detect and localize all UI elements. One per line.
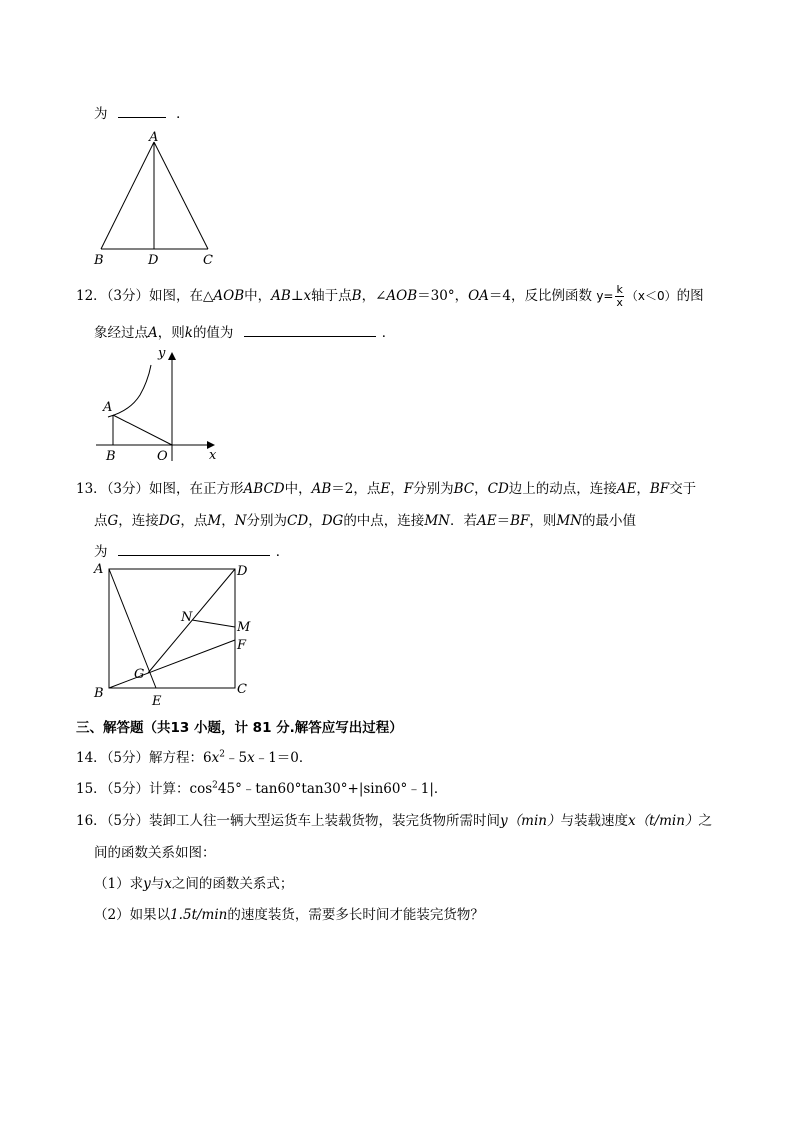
q12-term: k bbox=[184, 325, 193, 341]
label-C: C bbox=[203, 253, 213, 268]
label-y: y bbox=[158, 346, 166, 361]
label-x: x bbox=[209, 448, 217, 463]
q12-text: 中， bbox=[244, 288, 272, 304]
q13-text: 交于 bbox=[669, 481, 697, 497]
q13-line1 bbox=[76, 477, 696, 497]
q13-text: ，连接 bbox=[118, 513, 159, 529]
q13-term: F bbox=[403, 481, 414, 497]
q13-answer-blank bbox=[118, 554, 270, 556]
label-G: G bbox=[134, 667, 145, 682]
label-O: O bbox=[157, 449, 168, 464]
q12-text: 如图，在△ bbox=[149, 288, 214, 304]
q11-answer-blank bbox=[118, 116, 166, 118]
q12-text: 轴于点 bbox=[311, 288, 352, 304]
q16-number: 16． bbox=[76, 813, 107, 829]
square-ABCD bbox=[109, 569, 235, 688]
q12-text: 象经过点 bbox=[94, 325, 148, 341]
q13-term: AE bbox=[616, 481, 637, 497]
label-A: A bbox=[103, 400, 113, 415]
q13-text: ， bbox=[474, 481, 488, 497]
q16-text: （2）如果以 bbox=[94, 907, 171, 923]
q13-text: ＝ bbox=[496, 513, 511, 529]
q11-end: ． bbox=[176, 106, 190, 122]
q15-line bbox=[76, 777, 447, 797]
q12-text: ＝4，反比例函数 bbox=[488, 288, 593, 304]
q13-text: ．若 bbox=[449, 513, 477, 529]
q16-text: 的速度装货，需要多长时间才能装完货物？ bbox=[227, 907, 484, 923]
q13-term: AB bbox=[311, 481, 332, 497]
q14-text: 解方程：6 bbox=[149, 750, 212, 766]
q12-frac-num: k bbox=[616, 283, 623, 296]
q13-term: BC bbox=[453, 481, 475, 497]
q12-term: AB bbox=[271, 288, 291, 304]
q12-hyperbola-figure bbox=[88, 343, 228, 463]
q14-score: （5分） bbox=[106, 750, 150, 766]
label-M: M bbox=[237, 620, 251, 635]
side-AB bbox=[101, 142, 154, 249]
q12-line2 bbox=[94, 321, 395, 341]
q16-text: （1）求 bbox=[94, 876, 144, 892]
q13-text: 边上的动点，连接 bbox=[508, 481, 617, 497]
q12-term: B bbox=[351, 288, 362, 304]
q12-text: ⊥ bbox=[290, 288, 304, 304]
q13-square-figure bbox=[90, 560, 260, 712]
q12-number: 12． bbox=[76, 288, 107, 304]
q13-term: E bbox=[380, 481, 391, 497]
q12-term: OA bbox=[468, 288, 489, 304]
q13-term: MN bbox=[424, 513, 450, 529]
q13-term: ABCD bbox=[243, 481, 285, 497]
label-A: A bbox=[149, 130, 159, 145]
q13-term: N bbox=[234, 513, 247, 529]
q12-text: 的值为 bbox=[192, 325, 234, 341]
label-B: B bbox=[94, 686, 104, 701]
q11-tail-text: 为 bbox=[94, 106, 108, 122]
segment-AO bbox=[113, 415, 172, 445]
label-A: A bbox=[94, 562, 104, 577]
q13-text: 的中点，连接 bbox=[343, 513, 425, 529]
q16-sub1 bbox=[94, 872, 293, 892]
q13-term: G bbox=[107, 513, 119, 529]
segment-BF bbox=[109, 640, 235, 688]
q13-text: 为 bbox=[94, 544, 108, 560]
label-B: B bbox=[106, 449, 116, 464]
q15-text: 45°﹣tan60°tan30°+|sin60°﹣1|． bbox=[217, 781, 448, 797]
section3-title: 三、解答题（共13 小题，计 81 分.解答应写出过程） bbox=[76, 720, 403, 736]
q12-end: ． bbox=[381, 325, 396, 341]
q13-text: ，点 bbox=[180, 513, 208, 529]
q13-text: ， bbox=[221, 513, 235, 529]
q14-number: 14． bbox=[76, 750, 107, 766]
q16-var: x bbox=[164, 876, 172, 892]
q12-term: AOB bbox=[386, 288, 418, 304]
q13-term: CD bbox=[487, 481, 509, 497]
q14-line bbox=[76, 746, 312, 766]
q13-term: BF bbox=[510, 513, 530, 529]
q12-condition: （x＜0） bbox=[625, 289, 677, 303]
q13-number: 13． bbox=[76, 481, 107, 497]
hyperbola-curve bbox=[108, 365, 151, 417]
q13-text: ＝2，点 bbox=[331, 481, 381, 497]
q14-text: ﹣1＝0． bbox=[254, 750, 313, 766]
label-F: F bbox=[237, 638, 247, 653]
q16-score: （5分） bbox=[106, 813, 150, 829]
q13-end: ． bbox=[275, 544, 290, 560]
label-B: B bbox=[94, 253, 104, 268]
q12-func-y: y= bbox=[596, 289, 614, 303]
q12-term: x bbox=[303, 288, 312, 304]
q13-term: BF bbox=[649, 481, 670, 497]
q13-text: ， bbox=[636, 481, 650, 497]
q12-frac-den: x bbox=[616, 296, 623, 309]
q15-number: 15． bbox=[76, 781, 107, 797]
q12-term: A bbox=[148, 325, 158, 341]
q11-triangle-figure bbox=[90, 130, 230, 270]
q14-text: ﹣5 bbox=[224, 750, 248, 766]
q13-text: ， bbox=[308, 513, 322, 529]
q16-text: 之 bbox=[698, 813, 712, 829]
segment-AE bbox=[109, 569, 156, 688]
q12-fraction bbox=[615, 284, 623, 309]
q13-term: DG bbox=[158, 513, 181, 529]
q13-text: 分别为 bbox=[413, 481, 454, 497]
q13-term: M bbox=[207, 513, 222, 529]
q13-text: ， bbox=[390, 481, 404, 497]
q13-line2 bbox=[94, 509, 636, 529]
q16-line2: 间的函数关系如图： bbox=[94, 845, 216, 861]
q12-score: （3分） bbox=[106, 288, 150, 304]
label-C: C bbox=[237, 682, 247, 697]
q16-text: 装卸工人往一辆大型运货车上装载货物，装完货物所需时间 bbox=[149, 813, 501, 829]
q16-speed: 1.5t/min bbox=[170, 907, 228, 923]
q15-score: （5分） bbox=[106, 781, 150, 797]
q14-var: x bbox=[247, 750, 255, 766]
label-E: E bbox=[152, 694, 162, 709]
q16-text: 与装载速度 bbox=[560, 813, 628, 829]
q16-unit: （min） bbox=[507, 813, 561, 829]
q12-line1 bbox=[76, 284, 704, 309]
q13-text: 的最小值 bbox=[582, 513, 636, 529]
q13-score: （3分） bbox=[106, 481, 150, 497]
label-D: D bbox=[148, 253, 159, 268]
q13-text: 分别为 bbox=[246, 513, 288, 529]
q11-tail-line bbox=[94, 102, 190, 122]
q13-text: 中， bbox=[284, 481, 312, 497]
label-N: N bbox=[181, 610, 193, 625]
q16-text: 之间的函数关系式； bbox=[171, 876, 294, 892]
q16-var: x bbox=[628, 813, 636, 829]
q13-term: DG bbox=[321, 513, 344, 529]
q16-var: y bbox=[500, 813, 508, 829]
q13-term: MN bbox=[556, 513, 582, 529]
q13-term: AE bbox=[476, 513, 497, 529]
q12-function bbox=[596, 283, 677, 309]
q13-term: CD bbox=[287, 513, 309, 529]
q16-var: y bbox=[143, 876, 151, 892]
q13-text: ，则 bbox=[529, 513, 557, 529]
q16-unit: （t/min） bbox=[635, 813, 699, 829]
q12-text: ＝30°， bbox=[417, 288, 469, 304]
label-D: D bbox=[237, 564, 248, 579]
q13-text: 点 bbox=[94, 513, 108, 529]
q12-text: 的图 bbox=[676, 288, 704, 304]
q16-line1 bbox=[76, 809, 712, 829]
q15-text: 计算：cos bbox=[149, 781, 213, 797]
segment-NM bbox=[192, 620, 235, 627]
q12-text: ，则 bbox=[157, 325, 185, 341]
q12-text: ，∠ bbox=[361, 288, 387, 304]
q14-var: x bbox=[211, 750, 220, 766]
q16-text: 与 bbox=[150, 876, 165, 892]
q16-sub2 bbox=[94, 903, 484, 923]
q14-exponent: 2 bbox=[219, 749, 225, 760]
side-AC bbox=[154, 142, 208, 249]
q15-exponent: 2 bbox=[212, 780, 218, 791]
q12-term: AOB bbox=[213, 288, 245, 304]
q13-line3 bbox=[94, 540, 289, 560]
q13-text: 如图，在正方形 bbox=[149, 481, 244, 497]
q12-answer-blank bbox=[244, 335, 376, 337]
